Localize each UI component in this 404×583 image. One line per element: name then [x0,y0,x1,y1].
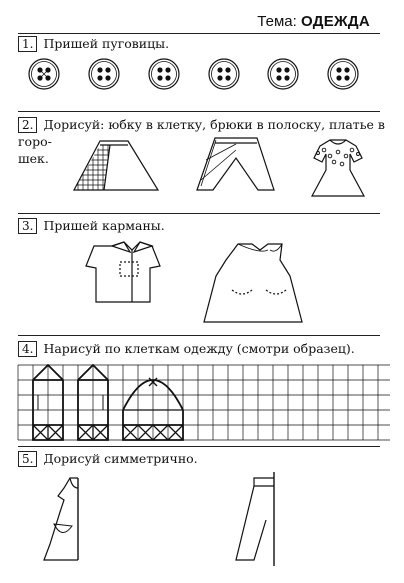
button-icon[interactable] [89,59,119,89]
button-icon[interactable] [209,59,239,89]
half-trousers-drawing[interactable] [236,472,274,566]
task-number: 2. [18,117,37,133]
task-text: Пришей пуговицы. [43,36,170,51]
button-icon[interactable] [328,59,358,89]
task-number: 4. [18,341,37,357]
topic-name: ОДЕЖДА [300,13,370,30]
skirt-drawing[interactable] [70,140,158,192]
task-text-continued: шек. [18,151,49,166]
half-dress-drawing[interactable] [44,478,78,560]
buttons-row [29,59,358,89]
task-text: Пришей карманы. [43,218,165,233]
grid [18,365,390,440]
blouse-drawing[interactable] [86,242,160,302]
task-text: Нарисуй по клеткам одежду (смотри образец). [43,341,355,356]
dress-drawing[interactable] [312,140,364,196]
task-number: 1. [18,36,37,52]
task-number: 3. [18,218,37,234]
task-text: Дорисуй: юбку в клетку, брюки в полоску, платье в горо- [18,117,385,149]
button-icon[interactable] [268,59,298,89]
topic-label: Тема: [257,13,297,30]
pinafore-drawing[interactable] [204,244,302,322]
task-number: 5. [18,451,37,467]
task-text: Дорисуй симметрично. [43,451,198,466]
trousers-drawing[interactable] [197,138,274,190]
button-icon[interactable] [29,59,59,89]
button-icon[interactable] [149,59,179,89]
